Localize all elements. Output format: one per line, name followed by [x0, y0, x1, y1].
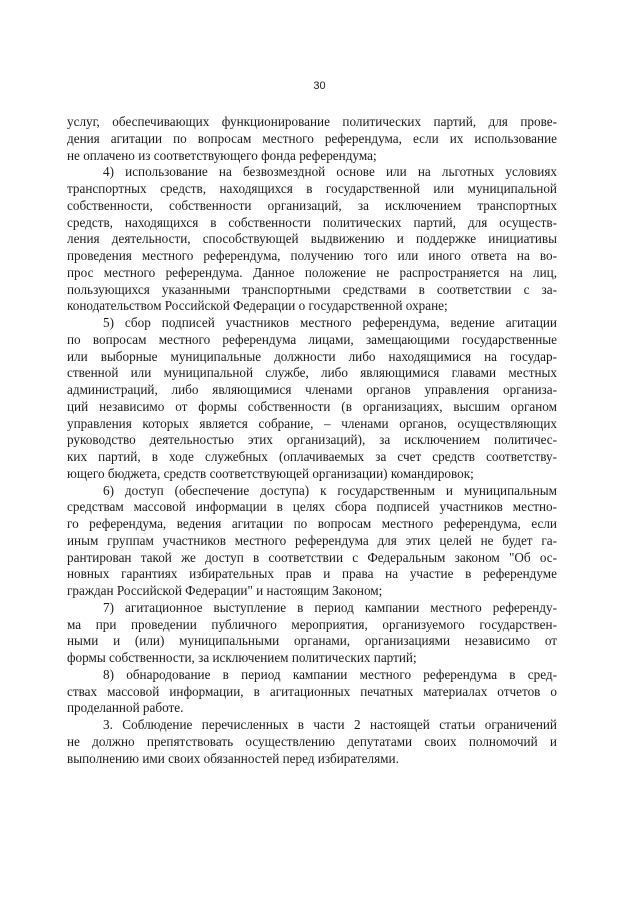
text-line: не должно препятствовать осуществлению депутатами своих полномочий и	[67, 733, 557, 749]
text-line: 6) доступ (обеспечение доступа) к государственным и муниципальным	[103, 482, 557, 498]
paragraph-item-8	[67, 667, 557, 717]
text-line: управления которых является собрание, – членами органов, осуществляющих	[67, 415, 557, 431]
text-line: собственности, собственности организаций, за исключением транспортных	[67, 197, 557, 213]
paragraph-continuation	[67, 114, 557, 164]
text-line: ций независимо от формы собственности (в организациях, высшим органом	[67, 398, 557, 414]
document-body	[67, 114, 557, 767]
text-line: иным группам участников местного референдума для этих целей не будет га-	[67, 532, 557, 548]
text-line: дения агитации по вопросам местного референдума, если их использование	[67, 130, 557, 146]
text-line: рантирован такой же доступ в соответствии с Федеральным законом "Об ос-	[67, 549, 557, 565]
text-line: услуг, обеспечивающих функционирование политических партий, для прове-	[67, 114, 557, 129]
text-line: или выборные муниципальные должности либо находящимися на государ-	[67, 348, 557, 364]
paragraph-item-5	[67, 315, 557, 483]
text-line: проведения местного референдума, получению того или иного ответа на во-	[67, 248, 557, 263]
text-line: го референдума, ведения агитации по вопросам местного референдума, если	[67, 516, 557, 531]
text-line: формы собственности, за исключением политических партий;	[67, 650, 417, 665]
text-line: новных гарантиях избирательных прав и права на участие в референдуме	[67, 566, 557, 582]
text-line: граждан Российской Федерации" и настоящим Законом;	[67, 583, 383, 598]
text-line: 4) использование на безвозмездной основе или на льготных условиях	[103, 164, 557, 180]
text-line: администраций, либо являющимися членами органов управления организа-	[67, 382, 557, 397]
text-line: ма при проведении публичного мероприятия, организуемого государствен-	[67, 616, 557, 632]
text-line: руководство деятельностью этих организаций), за исключением политичес-	[67, 432, 557, 448]
page-number: 30	[313, 80, 326, 92]
text-line: ными и (или) муниципальными органами, организациями независимо от	[67, 633, 557, 649]
text-line: транспортных средств, находящихся в государственной или муниципальной	[67, 181, 557, 196]
text-line: 3. Соблюдение перечисленных в части 2 настоящей статьи ограничений	[103, 717, 557, 732]
text-line: по вопросам местного референдума лицами, замещающими государственные	[67, 331, 557, 347]
text-line: пользующихся указанными транспортными средствами в соответствии с за-	[67, 281, 557, 297]
text-line: проделанной работе.	[67, 700, 184, 716]
text-line: конодательством Российской Федерации о государственной охране;	[67, 298, 448, 314]
text-line: 7) агитационное выступление в период кампании местного референду-	[103, 599, 557, 615]
text-line: 8) обнародование в период кампании местного референдума в сред-	[103, 666, 557, 682]
text-line: выполнению ими своих обязанностей перед избирателями.	[67, 750, 399, 766]
text-line: 5) сбор подписей участников местного референдума, ведение агитации	[103, 315, 557, 330]
text-line: средств, находящихся в собственности политических партий, для осуществ-	[67, 214, 557, 230]
text-line: не оплачено из соответствующего фонда референдума;	[67, 147, 377, 163]
paragraph-item-7	[67, 600, 557, 667]
paragraph-part-3	[67, 717, 557, 767]
text-line: ких партий, в ходе служебных (оплачиваемых за счет средств соответству-	[67, 449, 557, 464]
text-line: ствах массовой информации, в агитационных печатных материалах отчетов о	[67, 683, 557, 699]
text-line: ления деятельности, способствующей выдвижению и поддержке инициативы	[67, 231, 557, 247]
text-line: прос местного референдума. Данное положение не распространяется на лиц,	[67, 264, 557, 280]
text-line: ственной или муниципальной службе, либо являющимися главами местных	[67, 365, 557, 381]
text-line: средствам массовой информации в целях сбора подписей участников местно-	[67, 499, 557, 515]
text-line: ющего бюджета, средств соответствующей организации) командировок;	[67, 465, 474, 481]
paragraph-item-6	[67, 483, 557, 600]
paragraph-item-4	[67, 164, 557, 315]
